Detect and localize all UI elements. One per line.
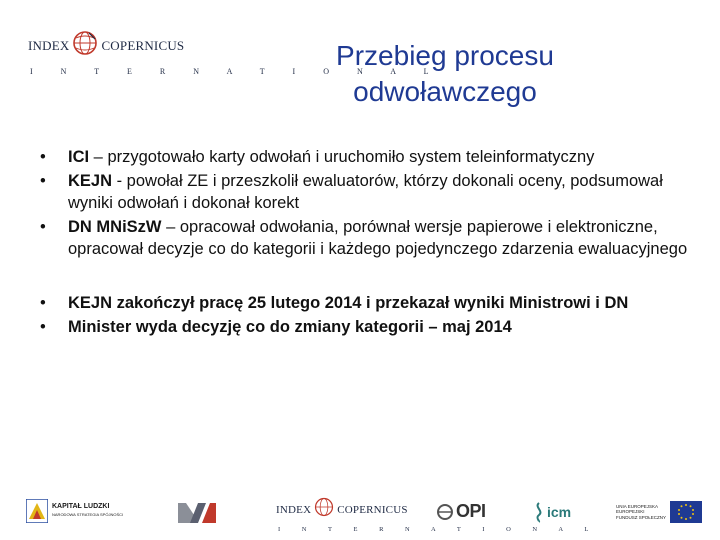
footer-logo-subtitle: I N T E R N A T I O N A L	[278, 526, 599, 533]
kapital-ludzki-logo	[26, 499, 123, 523]
eu-flag-icon	[670, 501, 702, 523]
bullet-item	[40, 216, 690, 260]
opi-text: OPI	[456, 501, 486, 521]
bullet-text: Minister wyda decyzję co do zmiany kategorii – maj 2014	[68, 318, 512, 336]
bullet-marker: •	[40, 318, 46, 336]
icm-icon	[532, 501, 546, 523]
footer-logo-word-left: INDEX	[276, 503, 312, 516]
index-copernicus-logo	[28, 30, 442, 76]
title-line-2: odwoławczego	[353, 75, 537, 107]
bullet-lead: DN MNiSzW	[68, 218, 162, 236]
bullet-rest: - powołał ZE i przeszkolił ewaluatorów, którzy dokonali oceny, podsumował wyniki odwołań i dokonał korekt	[68, 172, 663, 212]
bullet-marker: •	[40, 218, 46, 236]
globe-icon	[72, 30, 98, 61]
footer-logo-word-right: COPERNICUS	[337, 503, 408, 516]
kapital-ludzki-icon	[26, 499, 48, 523]
bullet-lead: ICI	[68, 148, 90, 166]
slide-title	[300, 38, 590, 110]
bullet-text: KEJN zakończył pracę 25 lutego 2014 i przekazał wyniki Ministrowi i DN	[68, 294, 629, 312]
bullet-list	[40, 146, 690, 340]
kapital-title: KAPITAŁ LUDZKI	[52, 503, 110, 510]
bullet-rest: – przygotowało karty odwołań i uruchomiło system teleinformatyczny	[89, 148, 595, 166]
logo-word-left: INDEX	[28, 37, 70, 53]
bullet-marker: •	[40, 294, 46, 312]
eu-logo	[616, 501, 702, 523]
ue-line-2: EUROPEJSKI	[616, 509, 645, 515]
ministry-logo	[176, 501, 218, 525]
logo-subtitle: I N T E R N A T I O N A L	[30, 67, 442, 76]
bullet-marker: •	[40, 148, 46, 166]
globe-icon	[314, 497, 334, 522]
footer-logos	[0, 495, 720, 535]
bullet-item	[40, 292, 690, 314]
opi-icon	[436, 502, 454, 522]
bullet-text	[68, 170, 690, 214]
ue-line-3: FUNDUSZ SPOŁECZNY	[616, 514, 667, 520]
bullet-item	[40, 170, 690, 214]
title-line-1: Przebieg procesu	[336, 40, 554, 71]
kapital-sub: NARODOWA STRATEGIA SPÓJNOŚCI	[52, 512, 124, 517]
icm-logo	[532, 501, 571, 523]
bullet-marker: •	[40, 172, 46, 190]
bullet-item	[40, 316, 690, 338]
icm-text: icm	[547, 504, 572, 520]
bullet-item	[40, 146, 690, 168]
bullet-text	[68, 216, 690, 260]
logo-word-right: COPERNICUS	[101, 37, 185, 53]
bullet-rest: – opracował odwołania, porównał wersje papierowe i elektroniczne, opracował decyzje co do kategorii i każdego pojedynczego zdarzenia ewaluacyjnego	[68, 218, 688, 258]
ue-line-1: UNIA EUROPEJSKA	[616, 503, 659, 509]
opi-logo	[436, 501, 486, 522]
bullet-lead: KEJN	[68, 172, 113, 190]
bullet-text	[68, 146, 690, 168]
